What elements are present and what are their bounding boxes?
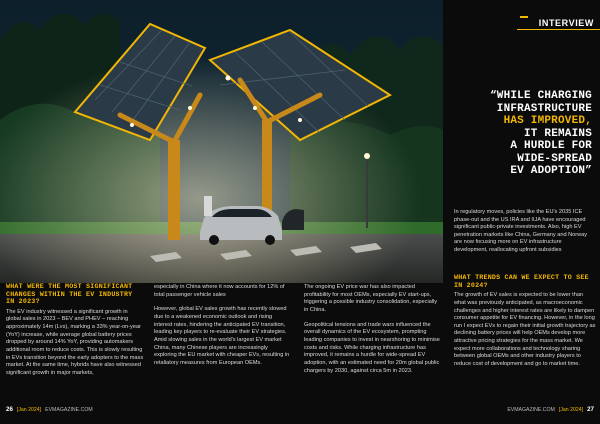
question-heading: WHAT WERE THE MOST SIGNIFICANT CHANGES WITHIN THE EV INDUSTRY IN 2023? (6, 283, 133, 307)
quote-line: EV ADOPTION” (510, 165, 592, 177)
charging-station-photo (0, 0, 443, 283)
quote-highlight: HAS IMPROVED, (503, 115, 592, 127)
section-tag-bar (520, 16, 528, 18)
issue-date: [Jan 2024] (16, 406, 42, 413)
section-tag (520, 16, 594, 30)
section-label: INTERVIEW (538, 18, 594, 28)
column-paragraph: especially in China where it now accounts for 12% of total passenger vehicle sales (154, 284, 285, 298)
column-3 (304, 284, 442, 382)
quote-line: “WHILE CHARGING (489, 90, 592, 102)
column-paragraph: The growth of EV sales is expected to be lower than what was previously anticipated, as macroeconomic challenges and higher interest rates are likely to dampen consumer appetite for EV financing. However, in the long run I expect EVs to regain their initial growth trajectory as declining battery prices will help OEMs develop more attractive pricing strategies for the mass market. We expect more collaborations and technology sharing between global OEMs and other industry players to reduce cost of development and go to market time. (454, 292, 596, 368)
question-heading: WHAT TRENDS CAN WE EXPECT TO SEE IN 2024? (454, 274, 589, 290)
issue-date: [Jan 2024] (558, 406, 584, 413)
footer-left (6, 406, 93, 413)
site-link[interactable]: EVMAGAZINE.COM (507, 406, 555, 413)
pull-quote (452, 90, 592, 178)
column-paragraph: The EV industry witnessed a significant growth in global sales in 2023 – BEV and PHEV – reaching approximately 14m (Lvs), marking a 33% year-on-year (YoY) increase, while average global battery prices dropped by around 14% YoY, providing automakers additional room to reduce costs. This is slowly resulting in EVs transition beyond the early adopters to the mass market. At the same time, hybrids have also witnessed significant growth in major markets, (6, 308, 144, 377)
photo-illustration (0, 0, 443, 283)
column-2 (154, 284, 290, 375)
quote-line: IT REMAINS (523, 127, 592, 140)
quote-line: A HURDLE FOR (510, 140, 592, 152)
column-paragraph: However, global EV sales growth has recently slowed due to a weakened economic outlook and rising interest rates, hindering the anticipated EV transition, leading key players to re-evaluate their EV strategies. Amid slowing sales in the world's largest EV market China, many Chinese players are increasingly exploring the EU market with cheaper EVs, resulting in retaliatory measures from European OEMs. (154, 306, 290, 366)
column-paragraph: Geopolitical tensions and trade wars influenced the overall dynamics of the EV ecosystem, prompting leading companies to invest in nearshoring to minimise costs and risks. While charging infrastructure has improved, it remains a hurdle for wide-spread EV adoption, with an estimated need for 20m global public chargers by 2030, against circa 5m in 2023. (304, 321, 440, 374)
page-number: 27 (587, 406, 594, 413)
page-number: 26 (6, 406, 13, 413)
quote-line: INFRASTRUCTURE (496, 102, 592, 115)
column-paragraph: The ongoing EV price war has also impacted profitability for most OEMs, especially EV start-ups, triggering a possible industry consolidation, especially in China. (304, 284, 438, 313)
intro-paragraph: In regulatory moves, policies like the EU's 2035 ICE phase-out and the US IRA and IIJA have encouraged significant public-private investments. Also, high EV penetration markets like China, Germany and Norway are now focusing more on EV infrastructure development, reallocating upfront subsidies (454, 209, 588, 253)
footer-right (507, 406, 594, 413)
section-tag-underline (517, 29, 600, 30)
quote-line: WIDE-SPREAD (517, 152, 592, 165)
column-4 (454, 275, 596, 376)
site-link[interactable]: EVMAGAZINE.COM (45, 406, 93, 413)
column-1 (6, 284, 144, 385)
